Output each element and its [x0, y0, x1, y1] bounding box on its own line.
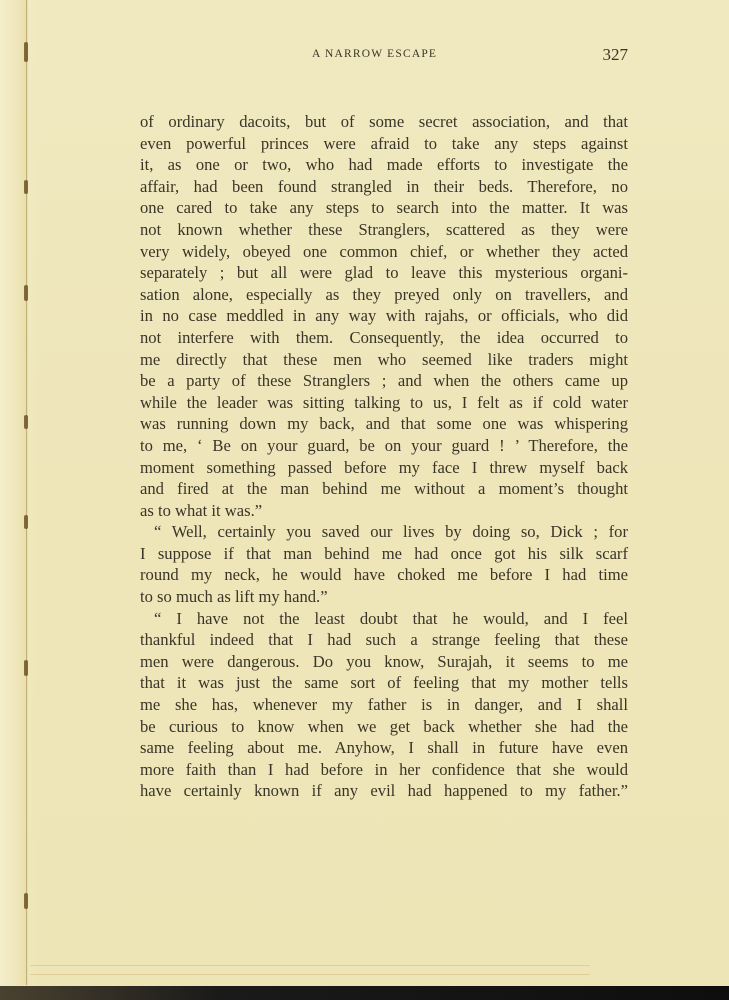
- text-line: affair, had been found strangled in their beds. Therefore, no: [140, 176, 628, 196]
- text-line: moment something passed before my face I threw myself back: [140, 457, 628, 477]
- text-line: separately ; but all were glad to leave this mysterious organi-: [140, 263, 628, 283]
- text-line: I suppose if that man behind me had once got his silk scarf: [140, 543, 628, 563]
- text-line: not known whether these Stranglers, scattered as they were: [140, 219, 628, 239]
- text-line: men were dangerous. Do you know, Surajah, it seems to me: [140, 651, 628, 671]
- text-line: sation alone, especially as they preyed only on travellers, and: [140, 284, 628, 304]
- text-line: round my neck, he would have choked me before I had time: [140, 565, 628, 585]
- gutter-stain: [24, 415, 28, 429]
- gutter-stain: [24, 893, 28, 909]
- text-line: and fired at the man behind me without a moment’s thought: [140, 479, 628, 499]
- gutter-stain: [24, 660, 28, 676]
- text-line: not interfere with them. Consequently, the idea occurred to: [140, 327, 628, 347]
- text-line: of ordinary dacoits, but of some secret association, and that: [140, 112, 628, 131]
- text-line: “ I have not the least doubt that he would, and I feel: [154, 608, 628, 628]
- text-line: that it was just the same sort of feeling that my mother tells: [140, 673, 628, 693]
- text-line: me directly that these men who seemed like traders might: [140, 349, 628, 369]
- text-line: in no case meddled in any way with rajahs, or officials, who did: [140, 306, 628, 326]
- gutter-stain: [24, 180, 28, 194]
- text-line: thankful indeed that I had such a strange feeling that these: [140, 630, 628, 650]
- page-edge-line: [30, 965, 590, 966]
- body-text: [140, 111, 628, 802]
- text-line: to so much as lift my hand.”: [140, 587, 328, 607]
- gutter-stain: [24, 285, 28, 301]
- text-line: have certainly known if any evil had happened to my father.”: [140, 781, 628, 801]
- text-line: it, as one or two, who had made efforts to investigate the: [140, 155, 628, 175]
- text-line: was running down my back, and that some one was whispering: [140, 414, 628, 434]
- page-number: 327: [602, 45, 628, 64]
- text-line: be curious to know when we get back whether she had the: [140, 716, 628, 736]
- text-line: as to what it was.”: [140, 500, 263, 520]
- text-line: “ Well, certainly you saved our lives by doing so, Dick ; for: [154, 522, 628, 542]
- text-line: to me, ‘ Be on your guard, be on your guard ! ’ Therefore, the: [140, 435, 628, 455]
- text-line: more faith than I had before in her confidence that she would: [140, 759, 628, 779]
- text-line: be a party of these Stranglers ; and when the others came up: [140, 371, 628, 391]
- text-line: while the leader was sitting talking to us, I felt as if cold water: [140, 392, 628, 412]
- gutter-stain: [24, 42, 28, 62]
- text-line: me she has, whenever my father is in danger, and I shall: [140, 695, 628, 715]
- gutter-fold-line: [26, 0, 27, 985]
- gutter-stain: [24, 515, 28, 529]
- binding-gutter: [0, 0, 28, 985]
- text-line: very widely, obeyed one common chief, or whether they acted: [140, 241, 628, 261]
- scan-bottom-edge: [0, 986, 729, 1000]
- text-line: same feeling about me. Anyhow, I shall in future have even: [140, 738, 628, 758]
- page-edge-line: [30, 974, 590, 975]
- page-header: [140, 45, 628, 68]
- running-head: A NARROW ESCAPE: [312, 48, 438, 60]
- text-line: even powerful princes were afraid to take any steps against: [140, 133, 628, 153]
- text-line: one cared to take any steps to search into the matter. It was: [140, 198, 628, 218]
